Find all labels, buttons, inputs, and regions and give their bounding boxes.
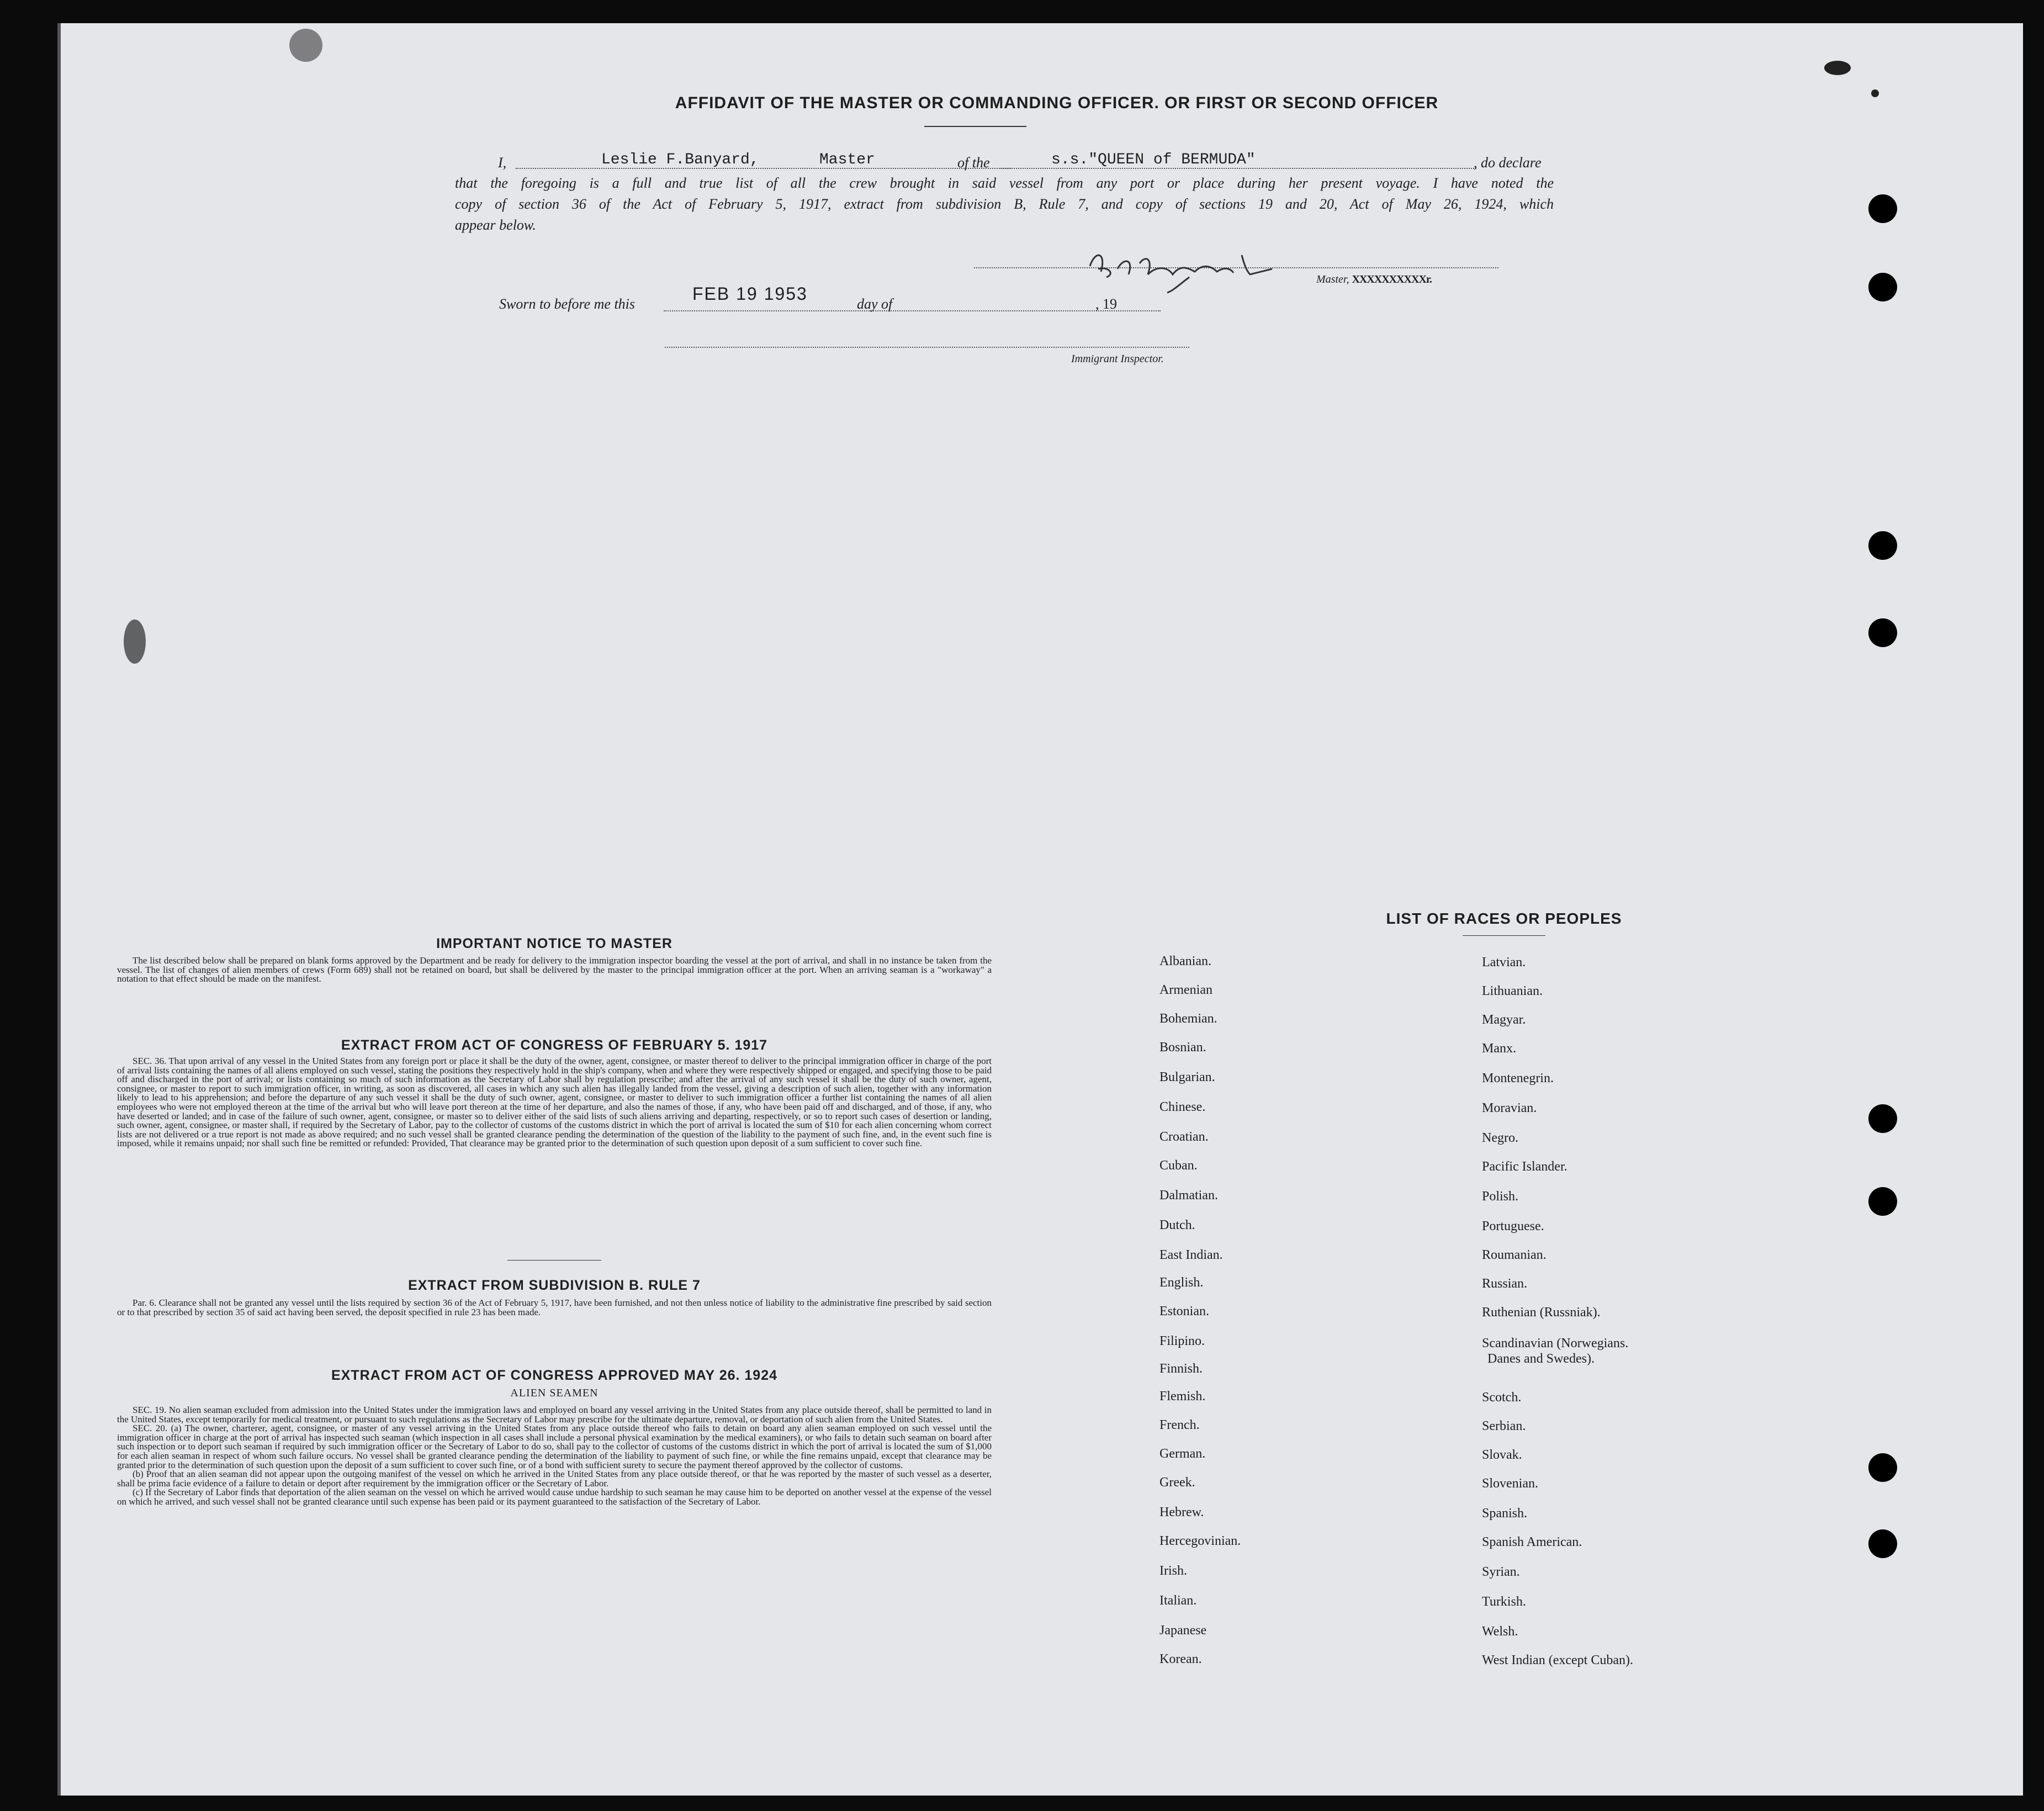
race-item-right: Spanish.: [1482, 1506, 1528, 1521]
race-item-left: Chinese.: [1159, 1100, 1206, 1114]
race-item-right: Ruthenian (Russniak).: [1482, 1305, 1601, 1320]
sworn-dotted-rule: [664, 310, 1161, 311]
race-item-left: Italian.: [1159, 1593, 1197, 1608]
extract-1924-title: EXTRACT FROM ACT OF CONGRESS APPROVED MAY 26. 1924: [331, 1368, 778, 1383]
alien-seamen-subtitle: ALIEN SEAMEN: [510, 1387, 599, 1399]
race-item-left: English.: [1159, 1275, 1204, 1290]
struck-out-title: XXXXXXXXXXr.: [1352, 273, 1432, 285]
of-the-label: of the: [957, 155, 990, 171]
race-item-right: Syrian.: [1482, 1565, 1520, 1579]
race-item-right: Latvian.: [1482, 955, 1526, 970]
extract-1917-title: EXTRACT FROM ACT OF CONGRESS OF FEBRUARY 5. 1917: [341, 1037, 768, 1053]
year-label: , 19: [1095, 296, 1117, 312]
master-signature-label: Master, XXXXXXXXXXr.: [1316, 273, 1432, 285]
affidavit-line-3: copy of section 36 of the Act of February 5, 1917, extract from subdivision B, Rule 7, and copy of sections 19 and 20, Act of May 26, 1924, which: [455, 196, 1554, 212]
race-item-right: Magyar.: [1482, 1013, 1526, 1027]
sworn-date-stamp: FEB 19 1953: [692, 284, 808, 304]
separator-rule: [507, 1260, 601, 1261]
race-item-right: Negro.: [1482, 1131, 1518, 1145]
race-item-left: Japanese: [1159, 1623, 1207, 1638]
race-item-left: Greek.: [1159, 1475, 1195, 1490]
race-item-right: Slovenian.: [1482, 1476, 1538, 1491]
race-item-right: Manx.: [1482, 1041, 1516, 1056]
scan-artifact: [289, 29, 322, 62]
race-item-right: Turkish.: [1482, 1595, 1526, 1609]
race-item-right: Scotch.: [1482, 1390, 1522, 1405]
punch-hole: [1868, 531, 1897, 560]
document-page: [57, 23, 2023, 1796]
race-item-right: Serbian.: [1482, 1419, 1526, 1433]
race-item-left: Flemish.: [1159, 1389, 1206, 1404]
notice-title: IMPORTANT NOTICE TO MASTER: [436, 936, 672, 951]
affidavit-line-2: that the foregoing is a full and true list of all the crew brought in said vessel from any port or place during her present voyage. I have noted the: [455, 175, 1554, 191]
inspector-label: Immigrant Inspector.: [1071, 353, 1164, 365]
inspector-signature-line: [665, 347, 1189, 348]
race-item-right: Lithuanian.: [1482, 984, 1543, 998]
race-item-left: Filipino.: [1159, 1334, 1205, 1348]
notice-text: The list described below shall be prepared on blank forms approved by the Department and be ready for delivery to the immigration inspector boarding the vessel at the port of arrival, and shall in no instance be taken from the vessel. The list of changes of alien members of crews (Form 689) shall not be retained on board, but shall be delivered by the master to the principal immigration officer at the port. When an arriving seaman is a "workaway" a notation to that effect should be made on the manifest.: [117, 955, 992, 984]
punch-hole: [1868, 1529, 1897, 1558]
do-declare-label: , do declare: [1474, 155, 1542, 171]
race-item-right: Pacific Islander.: [1482, 1159, 1568, 1174]
punch-hole: [1868, 618, 1897, 647]
race-item-right: Russian.: [1482, 1277, 1528, 1291]
affidavit-title: AFFIDAVIT OF THE MASTER OR COMMANDING OFFICER. OR FIRST OR SECOND OFFICER: [675, 94, 1439, 112]
sworn-label: Sworn to before me this: [499, 296, 636, 312]
race-item-left: Bulgarian.: [1159, 1070, 1215, 1084]
race-item-right: Spanish American.: [1482, 1535, 1582, 1549]
race-item-right: West Indian (except Cuban).: [1482, 1653, 1633, 1667]
race-item-right: Moravian.: [1482, 1101, 1537, 1115]
race-item-left: French.: [1159, 1418, 1200, 1432]
race-item-left: Dutch.: [1159, 1218, 1195, 1232]
race-item-left: Korean.: [1159, 1652, 1202, 1666]
affidavit-line-4: appear below.: [455, 217, 536, 233]
race-item-right: Scandinavian (Norwegians.: [1482, 1336, 1629, 1351]
race-item-left: Estonian.: [1159, 1304, 1209, 1318]
races-title-rule: [1463, 935, 1545, 936]
race-item-right: Slovak.: [1482, 1448, 1522, 1462]
master-signature: [1084, 244, 1283, 294]
race-item-right: Montenegrin.: [1482, 1071, 1554, 1085]
line1-dotted-rule-a: [516, 168, 1013, 169]
race-item-left: Armenian: [1159, 983, 1212, 997]
race-item-left: Dalmatian.: [1159, 1188, 1218, 1203]
race-item-left: East Indian.: [1159, 1248, 1223, 1262]
rule-7-text: Par. 6. Clearance shall not be granted any vessel until the lists required by section 36 of the Act of February 5, 1917, have been furnished, and not then unless notice of liability to the administrative fine prescribed by said section or to that prescribed by section 35 of said act having been served, the deposit specified in rule 23 has been made.: [117, 1298, 992, 1317]
race-item-right: Polish.: [1482, 1189, 1519, 1204]
races-title: LIST OF RACES OR PEOPLES: [1386, 910, 1622, 927]
line1-prefix: I,: [498, 155, 507, 171]
race-item-left: German.: [1159, 1447, 1206, 1461]
race-item-left: Hebrew.: [1159, 1505, 1204, 1519]
race-item-right: Portuguese.: [1482, 1219, 1544, 1233]
race-item-right: Danes and Swedes).: [1487, 1352, 1595, 1366]
race-item-left: Cuban.: [1159, 1158, 1198, 1173]
ink-smudge: [1871, 89, 1879, 97]
race-item-left: Hercegovinian.: [1159, 1534, 1241, 1548]
punch-hole: [1868, 1453, 1897, 1482]
day-of-label: day of: [857, 296, 893, 312]
rule-7-title: EXTRACT FROM SUBDIVISION B. RULE 7: [408, 1278, 701, 1293]
punch-hole: [1868, 273, 1897, 301]
extract-1924-text: SEC. 19. No alien seaman excluded from admission into the United States under the immigration laws and employed on board any vessel arriving in the United States from any place outside thereof, shall be permitted to land in the United States, except temporarily for medical treatment, or pursuant to such regulations as the Secretary of Labor may prescribe for the ultimate departure, removal, or deportation of such alien from the United States. SEC. 20. (a) The owner, charterer, agent, consignee, or master of any vessel arriving in the United States from any place outside thereof who fails to detain on board any alien seaman employed on such vessel until the immigration officer in charge at the port of arrival has inspected such seaman (which inspection in all cases shall include a personal physical examination by the medical examiners), or who fails to detain such seaman on board after such inspection or to deport such seaman if required by such immigration officer or the Secretary of Labor to do so, shall pay to the collector of customs of the customs district in which the port of arrival is located the sum of $1,000 for each alien seaman in respect of whom such failure occurs. No vessel shall be granted clearance pending the determination of the liability to payment of such fine, or while the fine remains unpaid, except that clearance may be granted prior to the determination of such question upon the deposit of a sum sufficient to cover such fine, or of a bond with sufficient surety to secure the payment thereof approved by the collector of customs. (b) Proof that an alien seaman did not appear upon the outgoing manifest of the vessel on which he arrived in the United States from any place outside thereof, or that he was reported by the master of such vessel as a deserter, shall be prima facie evidence of a failure to detain or deport after requirement by the immigration officer or the Secretary of Labor. (c) If the Secretary of Labor finds that deportation of the alien seaman on the vessel on which he arrived would cause undue hardship to such seaman he may cause him to be deported on another vessel at the expense of the vessel on which he arrived, and such vessel shall not be granted clearance until such expense has been paid or its payment guaranteed to the satisfaction of the Secretary of Labor.: [117, 1405, 992, 1507]
race-item-left: Finnish.: [1159, 1362, 1203, 1376]
race-item-left: Bohemian.: [1159, 1012, 1217, 1026]
punch-hole: [1868, 194, 1897, 223]
ink-smudge: [1824, 61, 1851, 75]
race-item-left: Bosnian.: [1159, 1040, 1206, 1055]
punch-hole: [1868, 1104, 1897, 1133]
rank-field: Master: [819, 151, 875, 168]
extract-1917-text: SEC. 36. That upon arrival of any vessel in the United States from any foreign port or place it shall be the duty of the owner, agent, consignee, or master thereof to deliver to the principal immigration officer in charge of the port of arrival lists containing the names of all aliens employed on such vessel, stating the positions they respectively hold in the ship's company, when and where they were respectively shipped or engaged, and specifying those to be paid off and discharged in the port of arrival; or lists containing so much of such information as the Secretary of Labor shall by regulation prescribe; and after the arrival of any such vessel it shall be the duty of such owner, agent, consignee, or master to report to such immigration officer, in writing, as soon as discovered, all cases in which any such alien has illegally landed from the vessel, giving a description of such alien, together with any information likely to lead to his apprehension; and before the departure of any such vessel it shall be the duty of such owner, agent, consignee, or master to deliver to such immigration officer a further list containing the names of all alien employees who were not employed thereon at the time of the arrival but who will leave port thereon at the time of her departure, and also the names of those, if any, who have been paid off and discharged, and of those, if any, who have deserted or landed; and in case of the failure of such owner, agent, consignee, or master so to deliver either of the said lists of such aliens arriving and departing, respectively, or so to report such cases of desertion or landing, such owner, agent, consignee, or master shall, if required by the Secretary of Labor, pay to the collector of customs of the customs district in which the port of arrival is located the sum of $10 for each alien concerning whom correct lists are not delivered or a true report is not made as above required; and no such vessel shall be granted clearance pending the determination of the question of the liability to the payment of such fine, and, in the event such fine is imposed, while it remains unpaid; nor shall such fine be remitted or refunded: Provided, That clearance may be granted prior to the determination of such question upon deposit of a sum sufficient to cover such fine.: [117, 1056, 992, 1149]
punch-hole: [1868, 1187, 1897, 1216]
scan-artifact: [124, 619, 146, 664]
race-item-left: Irish.: [1159, 1564, 1187, 1578]
race-item-right: Welsh.: [1482, 1624, 1518, 1639]
race-item-left: Albanian.: [1159, 954, 1211, 968]
race-item-left: Croatian.: [1159, 1130, 1209, 1144]
scan-edge: [57, 23, 61, 1796]
master-name-field: Leslie F.Banyard,: [601, 151, 759, 168]
vessel-name-field: s.s."QUEEN of BERMUDA": [1051, 151, 1256, 168]
title-rule: [924, 126, 1026, 127]
race-item-right: Roumanian.: [1482, 1248, 1547, 1262]
